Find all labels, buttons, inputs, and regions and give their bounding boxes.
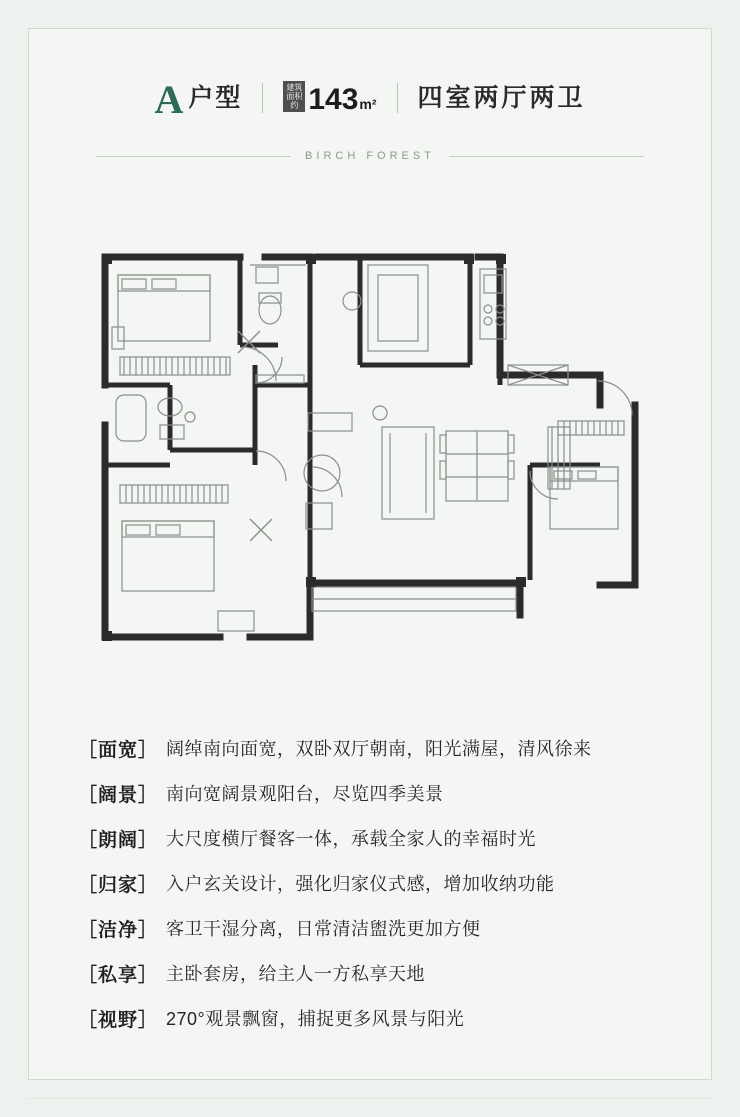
- area-block: [283, 81, 376, 115]
- feature-tag: ［朗阔］: [78, 829, 159, 851]
- unit-type-label: 户型: [188, 83, 243, 112]
- header-divider-2: [397, 83, 398, 113]
- feature-tag: ［洁净］: [78, 919, 159, 941]
- unit-letter: A: [154, 77, 185, 122]
- feature-text: 客卫干湿分离，日常清洁盥洗更加方便: [166, 919, 481, 939]
- feature-tag: ［私享］: [78, 964, 159, 986]
- feature-text: 主卧套房，给主人一方私享天地: [166, 964, 426, 984]
- bottom-strip: [28, 1098, 712, 1117]
- room-count-label: 四室两厅两卫: [417, 83, 586, 112]
- area-value: 143: [308, 83, 359, 116]
- area-unit: m²: [359, 96, 377, 112]
- feature-tag: ［视野］: [78, 1009, 159, 1031]
- header-divider-1: [262, 83, 263, 113]
- floor-plan: [60, 235, 680, 675]
- area-tag: [283, 81, 305, 112]
- feature-list: [78, 735, 678, 1050]
- title-row: [0, 77, 740, 122]
- area-tag-line1: 建筑: [286, 83, 303, 92]
- feature-tag: ［归家］: [78, 874, 159, 896]
- brand-row: [0, 150, 740, 162]
- feature-tag: ［阔景］: [78, 784, 159, 806]
- brand-line-right: [449, 156, 644, 157]
- brand-text: BIRCH FOREST: [305, 150, 435, 162]
- list-item: [78, 780, 678, 806]
- list-item: [78, 915, 678, 941]
- header: [0, 77, 740, 122]
- list-item: [78, 825, 678, 851]
- list-item: [78, 870, 678, 896]
- feature-tag: ［面宽］: [78, 739, 159, 761]
- feature-text: 入户玄关设计，强化归家仪式感，增加收纳功能: [166, 874, 555, 894]
- feature-text: 大尺度横厅餐客一体，承载全家人的幸福时光: [166, 829, 537, 849]
- area-tag-line2: 面积约: [286, 92, 303, 110]
- list-item: [78, 960, 678, 986]
- feature-text: 阔绰南向面宽，双卧双厅朝南，阳光满屋，清风徐来: [166, 739, 592, 759]
- feature-text: 南向宽阔景观阳台，尽览四季美景: [166, 784, 444, 804]
- list-item: [78, 1005, 678, 1031]
- brand-line-left: [96, 156, 291, 157]
- list-item: [78, 735, 678, 761]
- feature-text: 270°观景飘窗，捕捉更多风景与阳光: [166, 1009, 465, 1029]
